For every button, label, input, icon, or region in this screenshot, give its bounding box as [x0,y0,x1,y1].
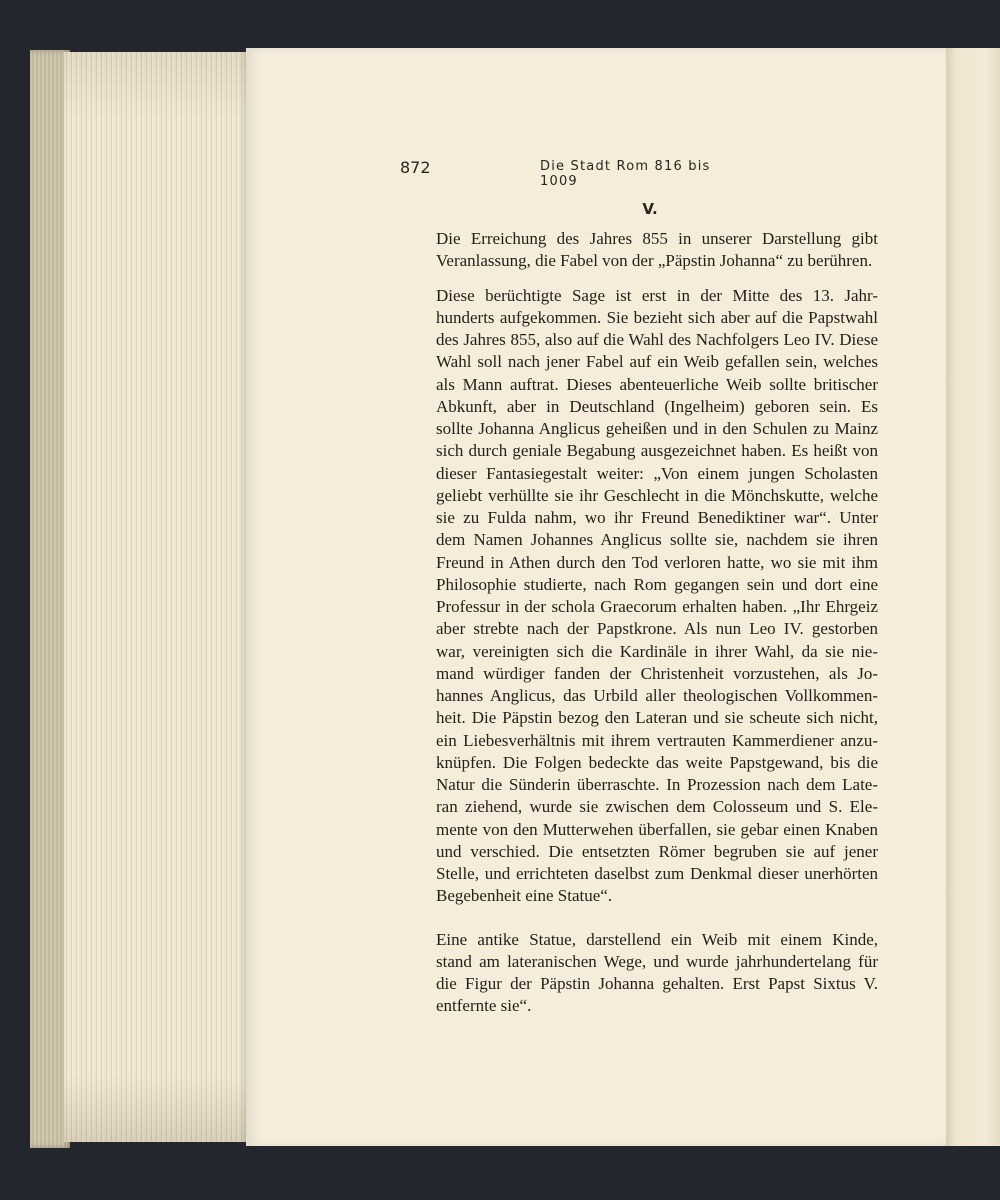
page-number: 872 [400,158,431,177]
text-line: mente von den Mutterwehen überfallen, sie gebar einen Knaben [436,819,878,839]
text-line: Veranlassung, die Fabel von der „Päpstin Johanna“ zu berühren. [436,251,873,271]
text-line: als Mann auftrat. Dieses abenteuerliche Weib sollte britischer [436,374,878,394]
text-line: entfernte sie“. [436,996,532,1016]
text-line: Die Erreichung des Jahres 855 in unserer Darstellung gibt [436,229,878,248]
body-text [410,228,878,1018]
text-line: mand würdiger fanden der Christenheit vorzustehen, als Jo- [436,663,878,683]
text-line: Philosophie studierte, nach Rom gegangen sein und dort eine [436,574,878,594]
text-line: knüpfen. Die Folgen bedeckte das weite Papstgewand, bis die [436,752,878,772]
next-page-edge [946,48,1000,1146]
text-line: die Figur der Päpstin Johanna gehalten. Erst Papst Sixtus V. [436,974,878,993]
paragraph-3 [410,929,878,1018]
text-line: hannes Anglicus, das Urbild aller theologischen Vollkommen- [436,686,878,705]
text-line: Stelle, und errichteten daselbst zum Denkmal dieser unerhörten [436,864,878,883]
section-heading: V. [642,200,658,218]
paragraph-1 [410,228,878,273]
text-line: sollte Johanna Anglicus geheißen und in den Schulen zu Mainz [436,419,878,438]
text-line: sie zu Fulda nahm, wo ihr Freund Benediktiner war“. Unter [436,508,878,527]
text-line: dieser Fantasiegestalt weiter: „Von einem jungen Scholasten [436,463,878,483]
text-line: Wahl soll nach jener Fabel auf ein Weib gefallen sein, welches [436,352,878,372]
text-line: Begebenheit eine Statue“. [436,886,613,906]
text-line: aber strebte nach der Papstkrone. Als nun Leo IV. gestorben [436,619,878,639]
text-line: des Jahres 855, also auf die Wahl des Nachfolgers Leo IV. Diese [436,330,878,349]
text-line: hunderts aufgekommen. Sie bezieht sich aber auf die Papstwahl [436,307,878,327]
text-line: stand am lateranischen Wege, und wurde jahrhundertelang für [436,951,878,971]
text-line: ran ziehend, wurde sie zwischen dem Colosseum und S. Ele- [436,797,878,817]
text-line: Professur in der schola Graecorum erhalten haben. „Ihr Ehrgeiz [436,597,878,616]
text-line: Freund in Athen durch den Tod verloren hatte, wo sie mit ihm [436,552,878,572]
book-page-edges [64,52,246,1142]
text-line: geliebt verhüllte sie ihr Geschlecht in die Mönchskutte, welche [436,485,878,505]
text-line: heit. Die Päpstin bezog den Lateran und sie scheute sich nicht, [436,708,878,728]
text-line: Eine antike Statue, darstellend ein Weib mit einem Kinde, [436,929,878,949]
text-line: und verschied. Die entsetzten Römer begruben sie auf jener [436,841,878,861]
paragraph-2 [410,285,878,908]
running-title: Die Stadt Rom 816 bis 1009 [540,159,711,189]
text-line: war, vereinigten sich die Kardinäle in ihrer Wahl, da sie nie- [436,641,878,661]
text-line: dem Namen Johannes Anglicus sollte sie, nachdem sie ihren [436,530,878,550]
text-line: Diese berüchtigte Sage ist erst in der Mitte des 13. Jahr- [436,285,878,305]
running-head [400,158,746,189]
text-line: sich durch geniale Begabung ausgezeichnet haben. Es heißt von [436,441,878,461]
text-line: ein Liebesverhältnis mit ihrem vertrauten Kammerdiener anzu- [436,730,878,750]
text-line: Natur die Sünderin überraschte. In Prozession nach dem Late- [436,775,878,794]
text-line: Abkunft, aber in Deutschland (Ingelheim) geboren sein. Es [436,396,878,416]
